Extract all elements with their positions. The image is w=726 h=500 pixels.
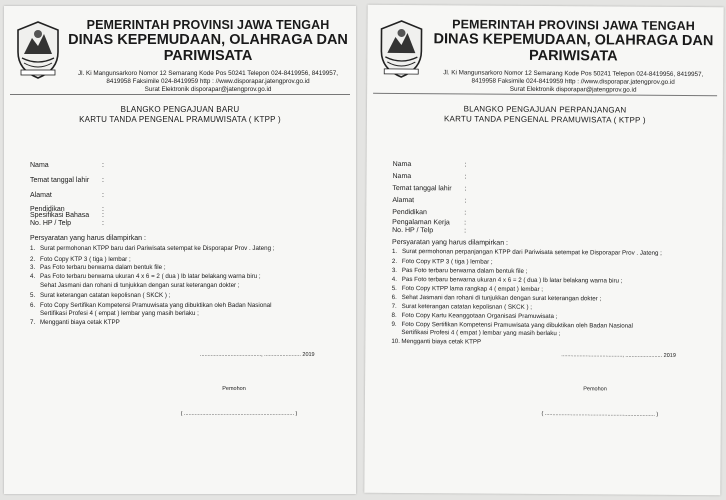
applicant-label: Pemohon <box>222 386 246 392</box>
requirement-item: 2. Foto Copy KTP 3 ( tiga ) lembar ; <box>30 256 131 263</box>
central-java-coat-of-arms-icon <box>14 20 62 80</box>
letterhead-line1: PEMERINTAH PROVINSI JAWA TENGAH <box>452 17 695 34</box>
field-label: Spesifikasi Bahasa <box>30 212 90 219</box>
requirement-item: 10.Mengganti biaya cetak KTPP <box>391 337 482 346</box>
requirement-item: 3. Pas Foto terbaru berwarna dalam bentuk file ; <box>391 266 528 275</box>
field-colon: : <box>102 206 104 213</box>
field-label: Pendidikan <box>30 206 65 213</box>
requirement-item: 1. Surat permohonan perpanjangan KTPP dari Pariwisata setempat ke Disporapar Prov . Jateng ; <box>391 247 662 257</box>
applicant-label: Pemohon <box>583 386 607 393</box>
header-divider <box>10 94 350 95</box>
field-colon: : <box>464 197 467 205</box>
field-colon: : <box>464 185 467 193</box>
field-label: Nama <box>30 162 49 169</box>
address-line3: Surat Elektronik disporapar@jatengprov.go.id <box>144 86 272 93</box>
field-colon: : <box>464 227 467 235</box>
signature-line: ( ........................................................................ ) <box>180 411 298 417</box>
field-colon: : <box>464 209 467 217</box>
form-title-line2: KARTU TANDA PENGENAL PRAMUWISATA ( KTPP ) <box>79 115 281 124</box>
letterhead-line3: PARIWISATA <box>163 48 253 64</box>
requirement-item: 6. Foto Copy Sertifikan Kompetensi Pramuwisata yang dibuktikan oleh Badan Nasional <box>30 302 272 309</box>
address-line1: Jl. Ki Mangunsarkoro Nomor 12 Semarang Kode Pos 50241 Telepon 024-8419956, 8419957, <box>443 69 704 79</box>
field-colon: : <box>102 177 104 184</box>
form-title-line2: KARTU TANDA PENGENAL PRAMUWISATA ( KTPP ) <box>444 114 646 125</box>
requirement-item: 6. Sehat Jasmani dan rohani di tunjukkan dengan surat keterangan dokter ; <box>391 293 602 303</box>
requirements-title: Persyaratan yang harus dilampirkan : <box>392 238 509 247</box>
field-colon: : <box>464 161 467 169</box>
field-colon: : <box>102 162 104 169</box>
requirement-item: 9. Foto Copy Sertifikan Kompetensi Pramuwisata yang dibuktikan oleh Badan Nasional <box>391 320 633 330</box>
field-colon: : <box>464 173 467 181</box>
field-label: Nama <box>392 172 412 181</box>
signature-line: ( ........................................................................ ) <box>541 410 659 418</box>
form-title-line1: BLANGKO PENGAJUAN BARU <box>120 105 240 114</box>
requirement-item: Sehat Jasmani dan rohani di tunjukkan dengan surat keterangan dokter ; <box>40 282 240 289</box>
field-label: Alamat <box>392 196 415 205</box>
field-label: Temat tanggal lahir <box>392 184 452 193</box>
requirement-item: 4. Pas Foto terbaru berwarna ukuran 4 x 6 = 2 ( dua ) lb latar belakang warna biru ; <box>30 273 261 280</box>
renewal-application-form <box>364 5 723 495</box>
letterhead <box>64 18 352 94</box>
letterhead-line3: PARIWISATA <box>528 47 618 65</box>
requirement-item: 5. Foto Copy KTPP lama rangkap 4 ( empat ) lembar ; <box>391 284 543 293</box>
field-label: Pendidikan <box>392 208 427 217</box>
form-title <box>367 104 723 126</box>
address-line2: 8419958 Faksimile 024-8419959 http : //www.disporapar.jatengprov.go.id <box>471 77 675 86</box>
field-label: No. HP / Telp <box>30 220 71 227</box>
field-label: No. HP / Telp <box>392 226 434 235</box>
field-label: Nama <box>392 160 412 169</box>
central-java-coat-of-arms-icon <box>377 19 425 79</box>
letterhead <box>427 17 720 95</box>
requirement-item: 4. Pas Foto terbaru berwarna ukuran 4 x 6 = 2 ( dua ) lb latar belakang warna biru ; <box>391 275 623 285</box>
requirement-item: 8. Foto Copy Kartu Keanggotaan Organisasi Pramuwisata ; <box>391 311 558 321</box>
requirement-item: Sertifikasi Profesi 4 ( empat ) lembar yang masih berlaku ; <box>401 329 561 338</box>
requirement-item: 7. Surat keterangan catatan kepolisnan ( SKCK ) ; <box>391 302 532 311</box>
address-line1: Jl. Ki Mangunsarkoro Nomor 12 Semarang Kode Pos 50241 Telepon 024-8419956, 8419957, <box>78 70 338 77</box>
letterhead-line1: PEMERINTAH PROVINSI JAWA TENGAH <box>86 18 330 32</box>
letterhead-line2: DINAS KEPEMUDAAN, OLAHRAGA DAN <box>433 31 714 50</box>
address-line3: Surat Elektronik disporapar@jatengprov.go.id <box>509 85 637 94</box>
field-label: Pengalaman Kerja <box>392 218 450 227</box>
requirement-item: 5. Surat keterangan catatan kepolisnan ( SKCK ) ; <box>30 292 171 299</box>
requirement-item: Sertifikasi Profesi 4 ( empat ) lembar yang masih berlaku ; <box>40 310 199 317</box>
address-line2: 8419958 Faksimile 024-8419959 http : //www.disporapar.jatengprov.go.id <box>106 78 310 85</box>
new-application-form <box>4 6 356 494</box>
form-title <box>4 105 356 125</box>
requirement-item: 7. Mengganti biaya cetak KTPP <box>30 319 120 326</box>
form-title-line1: BLANGKO PENGAJUAN PERPANJANGAN <box>463 104 627 115</box>
field-colon: : <box>102 212 104 219</box>
field-colon: : <box>464 219 467 227</box>
field-colon: : <box>102 192 104 199</box>
field-label: Alamat <box>30 192 52 199</box>
letterhead-line2: DINAS KEPEMUDAAN, OLAHRAGA DAN <box>68 32 348 48</box>
date-line: ........................................, ........................ 2019 <box>561 352 676 359</box>
field-label: Temat tanggal lahir <box>30 177 90 184</box>
requirements-title: Persyaratan yang harus dilampirkan : <box>30 235 146 242</box>
field-colon: : <box>102 220 104 227</box>
date-line: ........................................, ........................ 2019 <box>200 352 315 358</box>
requirement-item: 2. Foto Copy KTP 3 ( tiga ) lembar ; <box>391 257 493 266</box>
requirement-item: 3. Pas Foto terbaru berwarna dalam bentuk file ; <box>30 264 166 271</box>
requirement-item: 1. Surat permohonan KTPP baru dari Pariwisata setempat ke Disporapar Prov . Jateng ; <box>30 245 275 252</box>
